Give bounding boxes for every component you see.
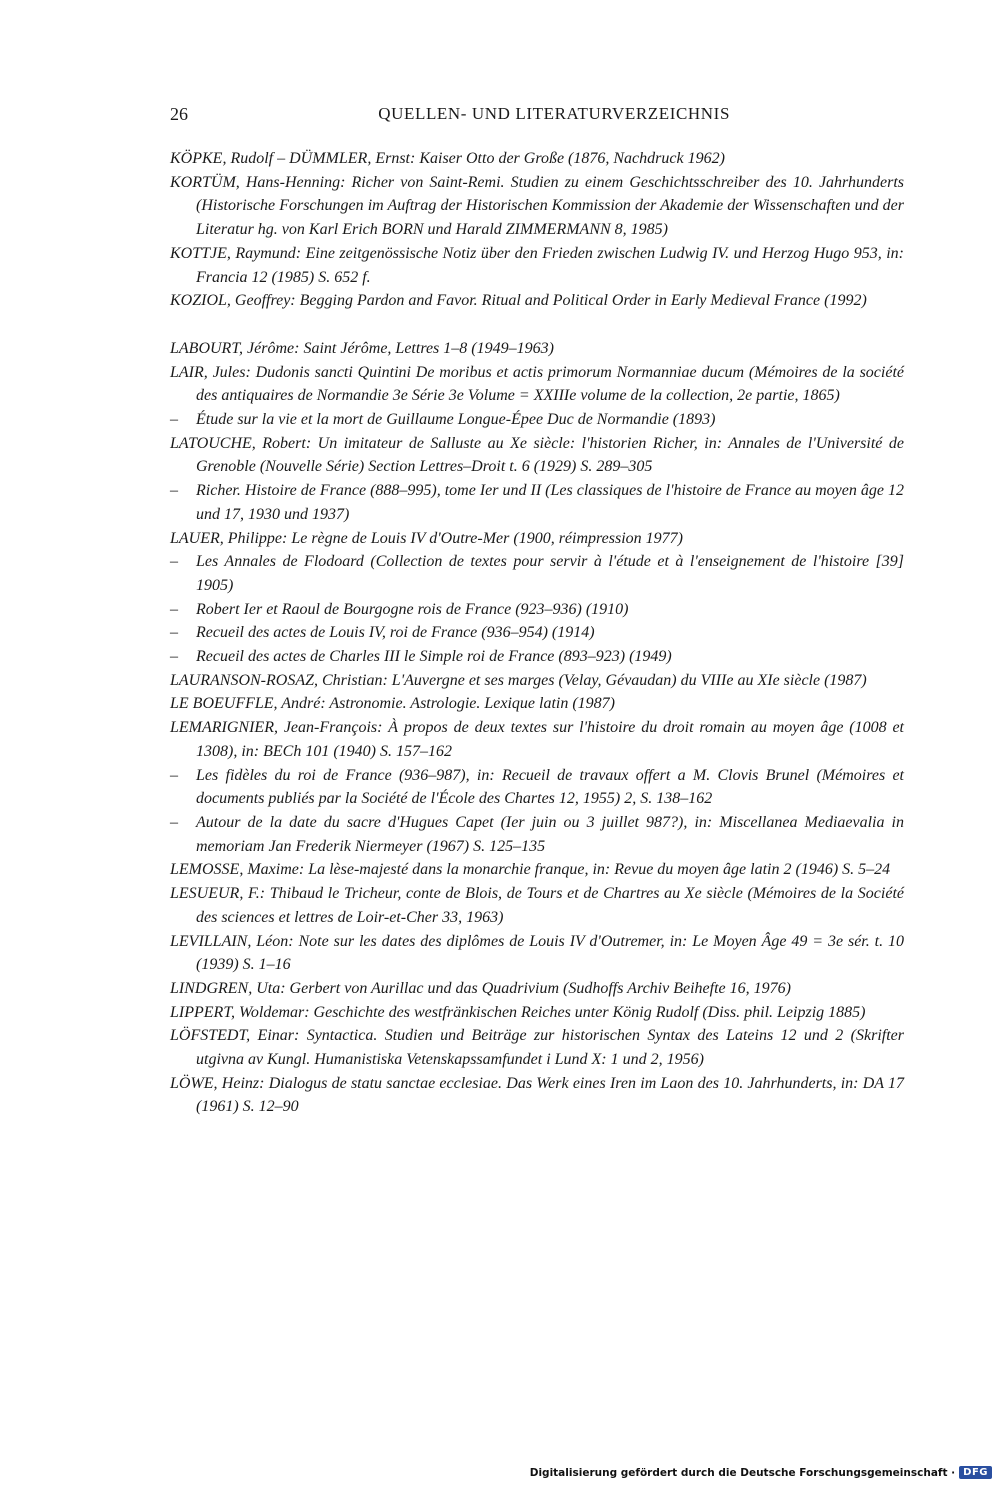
bibliography-entry: LIPPERT, Woldemar: Geschichte des westfränkischen Reiches unter König Rudolf (Diss. phil. Leipzig 1885) — [170, 1003, 866, 1021]
bibliography-entry: LEMOSSE, Maxime: La lèse-majesté dans la monarchie franque, in: Revue du moyen âge latin 2 (1946) S. 5–24 — [170, 861, 891, 879]
bibliography-subentry: – Recueil des actes de Charles III le Simple roi de France (893–923) (1949) — [170, 645, 904, 669]
bibliography-subentry: – Autour de la date du sacre d'Hugues Capet (Ier juin ou 3 juillet 987?), in: Miscellanea Mediaevalia in memoriam Jan Frederik Niermeyer (1967) S. 125–135 — [170, 811, 904, 858]
bibliography-subentry: – Robert Ier et Raoul de Bourgogne rois de France (923–936) (1910) — [170, 598, 904, 622]
bibliography-entry: KORTÜM, Hans-Henning: Richer von Saint-Remi. Studien zu einem Geschichtsschreiber des 10. Jahrhunderts (Historische Forschungen im Auftrag der Historischen Kommission der Akademie der Wissenschaften und der Literatur hg. von Karl Erich BORN und Harald ZIMMERMANN 8, 1985) — [170, 173, 904, 239]
bibliography-entry: LÖWE, Heinz: Dialogus de statu sanctae ecclesiae. Das Werk eines Iren im Laon des 10. Jahrhunderts, in: DA 17 (1961) S. 12–90 — [170, 1074, 904, 1116]
section-gap — [170, 313, 904, 337]
bibliography-entry: LINDGREN, Uta: Gerbert von Aurillac und das Quadrivium (Sudhoffs Archiv Beihefte 16, 1976) — [170, 979, 791, 997]
bibliography-entry: KOZIOL, Geoffrey: Begging Pardon and Favor. Ritual and Political Order in Early Medieval France (1992) — [170, 292, 867, 310]
bibliography-entry: LE BOEUFFLE, André: Astronomie. Astrologie. Lexique latin (1987) — [170, 695, 615, 713]
bibliography-entry: LATOUCHE, Robert: Un imitateur de Salluste au Xe siècle: l'historien Richer, in: Annales de l'Université de Grenoble (Nouvelle Série) Section Lettres–Droit t. 6 (1929) S. 289–305 — [170, 434, 904, 476]
bibliography-subentry: – Recueil des actes de Louis IV, roi de France (936–954) (1914) — [170, 621, 904, 645]
bibliography-subentry: – Les fidèles du roi de France (936–987), in: Recueil de travaux offert a M. Clovis Brunel (Mémoires et documents publiés par la Société de l'École des Chartes 12, 1955) 2, S. 138–162 — [170, 764, 904, 811]
bibliography-entry: LEVILLAIN, Léon: Note sur les dates des diplômes de Louis IV d'Outremer, in: Le Moyen Âge 49 = 3e sér. t. 10 (1939) S. 1–16 — [170, 932, 904, 974]
page-header — [170, 104, 904, 128]
bibliography-entry: KOTTJE, Raymund: Eine zeitgenössische Notiz über den Frieden zwischen Ludwig IV. und Herzog Hugo 953, in: Francia 12 (1985) S. 652 f. — [170, 244, 904, 286]
funding-notice: Digitalisierung gefördert durch die Deutsche Forschungsgemeinschaft · — [529, 1466, 956, 1479]
bibliography-subentry: – Les Annales de Flodoard (Collection de textes pour servir à l'étude et à l'enseignement de l'histoire [39] 1905) — [170, 550, 904, 597]
bibliography-entry: LEMARIGNIER, Jean-François: À propos de deux textes sur l'histoire du droit romain au moyen âge (1008 et 1308), in: BECh 101 (1940) S. 157–162 — [170, 719, 904, 760]
bibliography-entry: LÖFSTEDT, Einar: Syntactica. Studien und Beiträge zur historischen Syntax des Lateins 12 und 2 (Skrifter utgivna av Kungl. Humanistiska Vetenskapssamfundet i Lund X: 1 und 2, 1956) — [170, 1027, 904, 1069]
bibliography-list — [170, 147, 904, 1119]
dfg-logo: DFG — [959, 1466, 992, 1479]
bibliography-entry: LESUEUR, F.: Thibaud le Tricheur, conte de Blois, de Tours et de Chartres au Xe siècle (Mémoires de la Société des sciences et lettres de Loir-et-Cher 33, 1963) — [170, 885, 904, 926]
bibliography-entry: KÖPKE, Rudolf – DÜMMLER, Ernst: Kaiser Otto der Große (1876, Nachdruck 1962) — [170, 150, 725, 167]
digitization-footer — [530, 1466, 992, 1479]
bibliography-entry: LAUER, Philippe: Le règne de Louis IV d'Outre-Mer (1900, réimpression 1977) — [170, 529, 683, 547]
bibliography-subentry: – Richer. Histoire de France (888–995), tome Ier und II (Les classiques de l'histoire de France au moyen âge 12 und 17, 1930 und 1937) — [170, 479, 904, 526]
bibliography-entry: LABOURT, Jérôme: Saint Jérôme, Lettres 1–8 (1949–1963) — [170, 339, 554, 357]
page-number: 26 — [170, 104, 188, 124]
bibliography-entry: LAURANSON-ROSAZ, Christian: L'Auvergne et ses marges (Velay, Gévaudan) du VIIIe au XIe siècle (1987) — [170, 671, 867, 689]
running-title: QUELLEN- UND LITERATURVERZEICHNIS — [378, 104, 730, 123]
bibliography-subentry: – Étude sur la vie et la mort de Guillaume Longue-Épee Duc de Normandie (1893) — [170, 408, 904, 432]
bibliography-entry: LAIR, Jules: Dudonis sancti Quintini De moribus et actis primorum Normanniae ducum (Mémoires de la société des antiquaires de Normandie 3e Série 3e Volume = XXIIIe volume de la collection, 2e partie, 1865) — [170, 363, 904, 405]
